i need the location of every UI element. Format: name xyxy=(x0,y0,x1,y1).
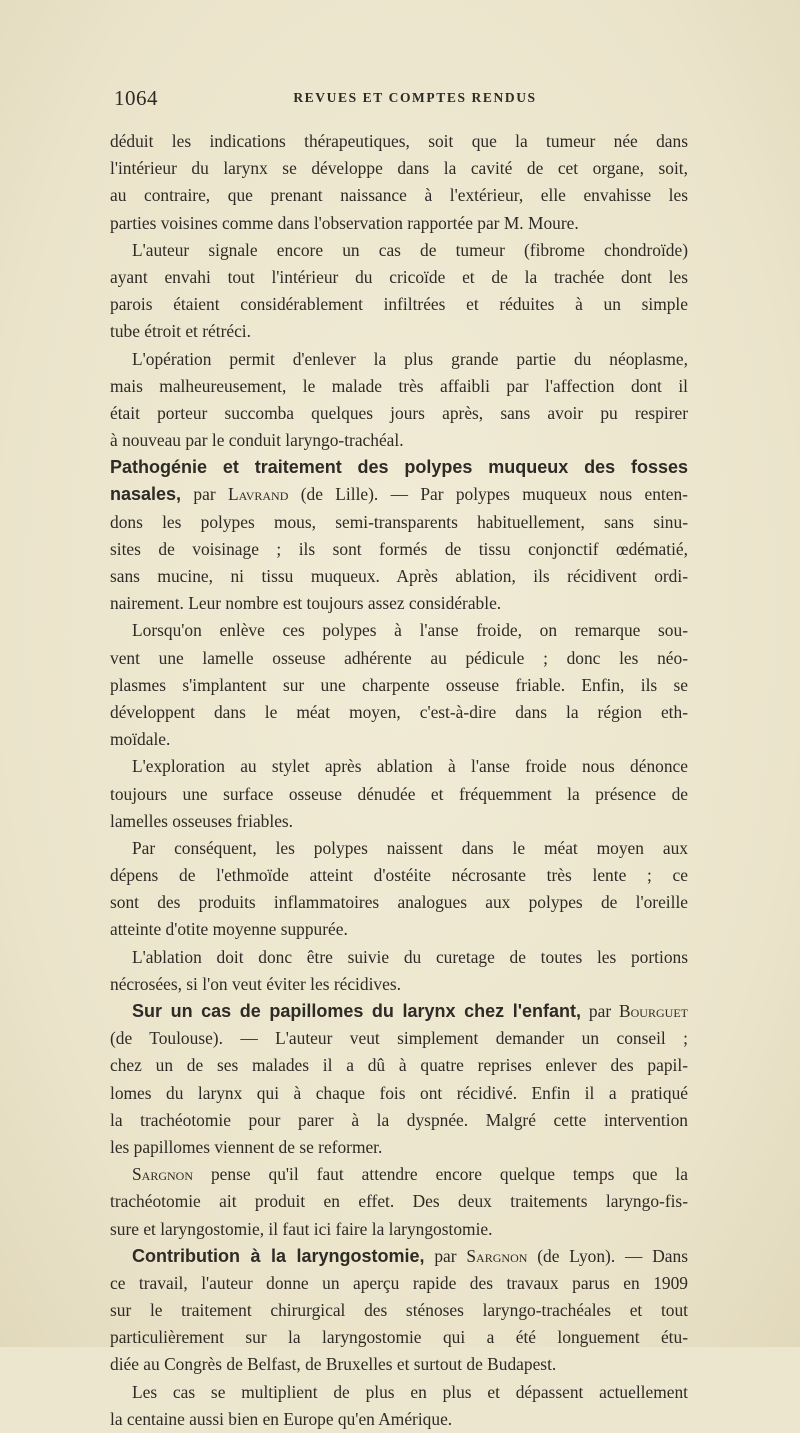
text-line: L'auteur signale encore un cas de tumeur (fibrome chondroïde) xyxy=(132,239,688,260)
text-line: trachéotomie ait produit en effet. Des deux traitements laryngo-fis- xyxy=(110,1191,688,1212)
text-line: parois étaient considérablement infiltrées et réduites à un simple xyxy=(110,294,688,315)
reply-author-name: Sargnon xyxy=(132,1164,194,1185)
text-line: ayant envahi tout l'intérieur du cricoïde et de la trachée dont les xyxy=(110,266,688,287)
text-line: développent dans le méat moyen, c'est-à-dire dans la région eth- xyxy=(110,701,688,722)
article-byline xyxy=(110,998,688,1025)
text-line: dons les polypes mous, semi-transparents habituellement, sans sinu- xyxy=(110,511,688,532)
text-line: sans mucine, ni tissu muqueux. Après ablation, ils récidivent ordi- xyxy=(110,566,688,586)
text-line: déduit les indications thérapeutiques, soit que la tumeur née dans xyxy=(110,131,688,151)
text-line: chez un de ses malades il a dû à quatre reprises enlever des papil- xyxy=(110,1055,688,1076)
text-line: sont des produits inflammatoires analogues aux polypes de l'oreille xyxy=(110,892,688,913)
article-title: Sur un cas de papillomes du larynx chez l'enfant, xyxy=(132,1001,581,1021)
text-line: mais malheureusement, le malade très affaibli par l'affection dont il xyxy=(110,375,688,396)
author-name: Bourguet xyxy=(619,1001,688,1021)
author-affiliation: (de Lyon). — Dans xyxy=(537,1245,688,1266)
article-bourguet xyxy=(110,998,688,1243)
text-line: lomes du larynx qui à chaque fois ont récidivé. Enfin il a pratiqué xyxy=(110,1082,688,1103)
text-line: L'ablation doit donc être suivie du curetage de toutes les portions xyxy=(132,946,688,967)
article-byline xyxy=(110,1243,688,1270)
text-line: particulièrement sur la laryngostomie qui a été longuement étu- xyxy=(110,1327,688,1348)
article-title: Pathogénie et traitement des polypes muqueux des fosses xyxy=(110,457,688,478)
page-header xyxy=(114,86,686,116)
text-line: plasmes s'implantent sur une charpente osseuse friable. Enfin, ils se xyxy=(110,674,688,695)
by-word: par xyxy=(193,484,216,505)
text-line: diée au Congrès de Belfast, de Bruxelles et surtout de Budapest. xyxy=(110,1354,557,1375)
text-line: dépens de l'ethmoïde atteint d'ostéite nécrosante très lente ; ce xyxy=(110,865,688,886)
text-line: L'exploration au stylet après ablation à l'anse froide nous dénonce xyxy=(132,756,688,777)
text-line: les papillomes viennent de se reformer. xyxy=(110,1136,383,1157)
text-line: lamelles osseuses friables. xyxy=(110,810,294,831)
text-line: (de Toulouse). — L'auteur veut simplement demander un conseil ; xyxy=(110,1028,688,1049)
text-line: la trachéotomie pour parer à la dyspnée. Malgré cette intervention xyxy=(110,1109,688,1130)
text-line: vent une lamelle osseuse adhérente au pédicule ; donc les néo- xyxy=(110,647,688,668)
article-byline xyxy=(110,481,688,508)
page-number: 1064 xyxy=(114,86,158,110)
by-word: par xyxy=(434,1245,457,1266)
article-lavrand xyxy=(110,454,688,998)
text-line: nairement. Leur nombre est toujours assez considérable. xyxy=(110,593,502,614)
author-name: Lavrand xyxy=(227,484,289,505)
page-body xyxy=(110,128,688,1433)
running-title: REVUES ET COMPTES RENDUS xyxy=(293,90,537,105)
text-line: nécrosées, si l'on veut éviter les récidives. xyxy=(110,973,401,994)
text-line: toujours une surface osseuse dénudée et fréquemment la présence de xyxy=(110,783,688,804)
text-line: atteinte d'otite moyenne suppurée. xyxy=(110,919,348,940)
text-line xyxy=(110,1161,688,1188)
reply-text: pense qu'il faut attendre encore quelque temps que la xyxy=(210,1164,688,1185)
text-line: sites de voisinage ; ils sont formés de tissu conjonctif œdématié, xyxy=(110,538,688,559)
paragraph xyxy=(110,237,688,346)
text-line: la centaine aussi bien en Europe qu'en Amérique. xyxy=(110,1408,453,1429)
article-title: Contribution à la laryngostomie, xyxy=(132,1245,425,1266)
article-sargnon xyxy=(110,1243,688,1433)
text-line: L'opération permit d'enlever la plus grande partie du néoplasme, xyxy=(132,348,688,369)
text-line: parties voisines comme dans l'observation rapportée par M. Moure. xyxy=(110,212,579,233)
text-line: au contraire, que prenant naissance à l'extérieur, elle envahisse les xyxy=(110,185,688,206)
text-line: à nouveau par le conduit laryngo-trachéal. xyxy=(110,430,404,451)
text-line: était porteur succomba quelques jours après, sans avoir pu respirer xyxy=(110,402,688,423)
text-line: sure et laryngostomie, il faut ici faire la laryngostomie. xyxy=(110,1218,493,1239)
paragraph xyxy=(110,128,688,237)
text-line: moïdale. xyxy=(110,729,171,750)
text-line: Lorsqu'on enlève ces polypes à l'anse froide, on remarque sou- xyxy=(132,620,688,641)
text-line: sur le traitement chirurgical des sténoses laryngo-trachéales et tout xyxy=(110,1300,688,1321)
text-line: ce travail, l'auteur donne un aperçu rapide des travaux parus en 1909 xyxy=(110,1272,688,1293)
text-line: Par conséquent, les polypes naissent dans le méat moyen aux xyxy=(132,837,688,858)
paragraph xyxy=(110,346,688,455)
by-word: par xyxy=(588,1001,612,1021)
text-line: l'intérieur du larynx se développe dans la cavité de cet organe, soit, xyxy=(110,158,688,179)
author-affiliation: (de Lille). — Par polypes muqueux nous enten- xyxy=(300,484,688,505)
article-title-end: nasales, xyxy=(110,484,182,505)
text-line: tube étroit et rétréci. xyxy=(110,321,251,342)
author-name: Sargnon xyxy=(466,1245,528,1266)
text-line: Les cas se multiplient de plus en plus et dépassent actuellement xyxy=(132,1381,688,1402)
